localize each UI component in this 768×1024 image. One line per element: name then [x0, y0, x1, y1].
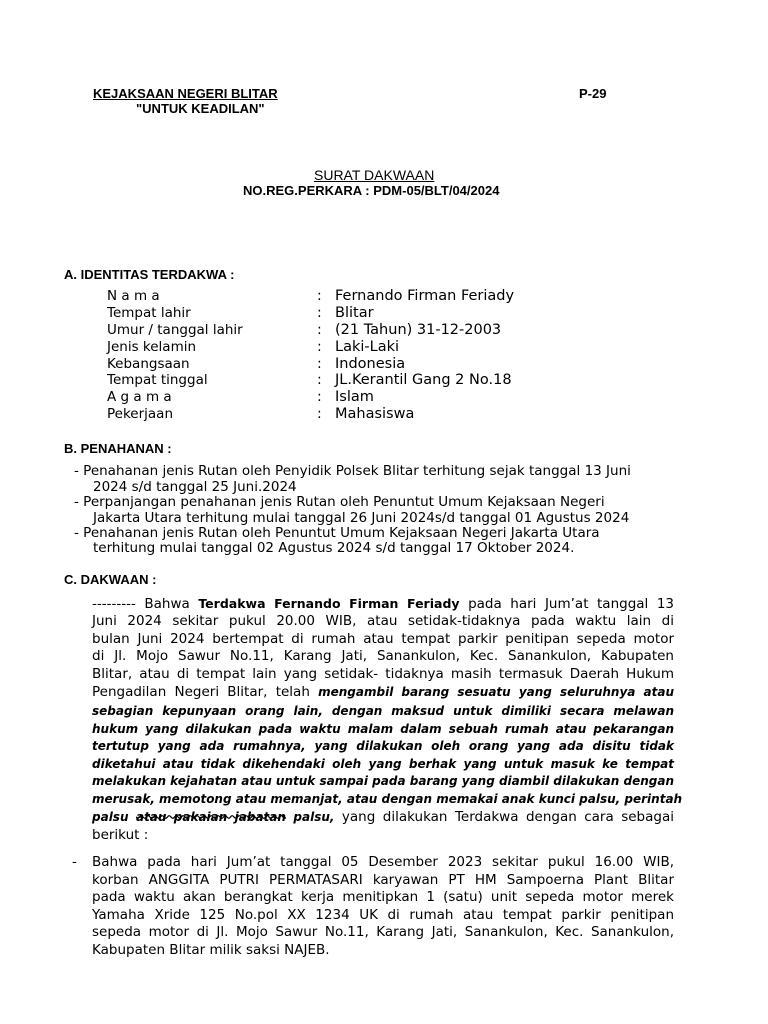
identity-colon: :: [317, 389, 322, 405]
incident-line: Bahwa pada hari Jum’at tanggal 05 Desember 2023 sekitar pukul 16.00 WIB,: [92, 854, 674, 870]
text-run: pada hari Jum’at tanggal 13: [468, 596, 674, 612]
indictment-line: berikut :: [92, 827, 149, 843]
text-run: Pengadilan Negeri Blitar, telah: [92, 684, 310, 700]
detention-line: Jakarta Utara terhitung mulai tanggal 26 Juni 2024s/d tanggal 01 Agustus 2024: [93, 510, 630, 526]
identity-label: Kebangsaan: [107, 356, 190, 372]
detention-line: 2024 s/d tanggal 25 Juni.2024: [93, 479, 297, 495]
indictment-line: [92, 596, 674, 612]
identity-label: Pekerjaan: [107, 406, 174, 422]
incident-line: korban ANGGITA PUTRI PERMATASARI karyawan PT HM Sampoerna Plant Blitar: [92, 872, 674, 888]
section-a-heading: A. IDENTITAS TERDAKWA :: [64, 267, 235, 282]
identity-colon: :: [317, 356, 322, 372]
defendant-name-bold: Terdakwa Fernando Firman Feriady: [198, 596, 460, 611]
section-c-heading: C. DAKWAAN :: [64, 572, 157, 587]
identity-colon: :: [317, 339, 322, 355]
identity-colon: :: [317, 406, 322, 422]
indictment-line: melakukan kejahatan atau untuk sampai pada barang yang diambil dilakukan dengan: [92, 774, 675, 788]
indictment-line: tertutup yang ada rumahnya, yang dilakukan oleh orang yang ada disitu tidak: [92, 739, 674, 753]
identity-value: Mahasiswa: [335, 406, 415, 422]
document-title: SURAT DAKWAAN: [314, 167, 435, 183]
case-registration-number: NO.REG.PERKARA : PDM-05/BLT/04/2024: [243, 183, 500, 198]
detention-line: terhitung mulai tanggal 02 Agustus 2024 s/d tanggal 17 Oktober 2024.: [93, 540, 575, 556]
incident-line: Kabupaten Blitar milik saksi NAJEB.: [92, 942, 330, 958]
charge-text-struck: atau pakaian jabatan: [135, 810, 286, 824]
identity-label: Jenis kelamin: [107, 339, 197, 355]
identity-value: Islam: [335, 389, 374, 405]
indictment-line: sebagian kepunyaan orang lain, dengan maksud untuk dimiliki secara melawan: [92, 704, 674, 718]
identity-value: JL.Kerantil Gang 2 No.18: [335, 372, 512, 388]
identity-label: Tempat tinggal: [107, 372, 208, 388]
incident-line: sepeda motor di Jl. Mojo Sawur No.11, Karang Jati, Sanankulon, Kec. Sanankulon,: [92, 924, 674, 940]
identity-value: Indonesia: [335, 356, 406, 372]
section-b-heading: B. PENAHANAN :: [64, 441, 172, 456]
indictment-line: Juni 2024 sekitar pukul 20.00 WIB, atau setidak-tidaknya pada waktu lain di: [92, 613, 674, 629]
indictment-line: Blitar, atau di tempat lain yang setidak- tidaknya masih termasuk Daerah Hukum: [92, 666, 674, 682]
charge-text-bold-italic: mengambil barang sesuatu yang seluruhnya atau: [318, 685, 674, 699]
charge-text-bold-italic: palsu: [92, 810, 129, 824]
text-run: --------- Bahwa: [92, 596, 190, 612]
identity-colon: :: [317, 322, 322, 338]
identity-colon: :: [317, 372, 322, 388]
indictment-line: hukum yang dilakukan pada waktu malam dalam sebuah rumah atau pekarangan: [92, 722, 674, 736]
indictment-line: [92, 684, 674, 700]
incident-line: Yamaha Xride 125 No.pol XX 1234 UK di rumah atau tempat parkir penitipan: [92, 907, 674, 923]
indictment-line: [92, 809, 674, 825]
identity-value: (21 Tahun) 31-12-2003: [335, 322, 502, 338]
office-name: KEJAKSAAN NEGERI BLITAR: [93, 86, 278, 101]
identity-value: Fernando Firman Feriady: [335, 288, 515, 304]
indictment-line: bulan Juni 2024 bertempat di rumah atau tempat parkir penitipan sepeda motor: [92, 631, 674, 647]
identity-colon: :: [317, 288, 322, 304]
identity-label: A g a m a: [107, 389, 172, 405]
indictment-line: diketahui atau tidak dikehendaki oleh yang berhak yang untuk masuk ke tempat: [92, 757, 674, 771]
form-code: P-29: [579, 86, 607, 101]
identity-label: N a m a: [107, 288, 160, 304]
detention-line: - Penahanan jenis Rutan oleh Penuntut Umum Kejaksaan Negeri Jakarta Utara: [74, 525, 600, 541]
text-run: yang dilakukan Terdakwa dengan cara sebagai: [341, 809, 674, 825]
indictment-line: merusak, memotong atau memanjat, atau dengan memakai anak kunci palsu, perintah: [92, 792, 683, 806]
identity-value: Laki-Laki: [335, 339, 400, 355]
identity-label: Umur / tanggal lahir: [107, 322, 243, 338]
incident-line: pada waktu akan berangkat kerja menitipkan 1 (satu) unit sepeda motor merek: [92, 889, 674, 905]
detention-line: - Penahanan jenis Rutan oleh Penyidik Polsek Blitar terhitung sejak tanggal 13 Juni: [74, 463, 631, 479]
charge-text-bold-italic: palsu,: [293, 810, 335, 824]
identity-value: Blitar: [335, 305, 374, 321]
detention-line: - Perpanjangan penahanan jenis Rutan oleh Penuntut Umum Kejaksaan Negeri: [74, 494, 605, 510]
office-motto: "UNTUK KEADILAN": [136, 101, 265, 116]
indictment-line: di Jl. Mojo Sawur No.11, Karang Jati, Sanankulon, Kec. Sanankulon, Kabupaten: [92, 648, 674, 664]
identity-label: Tempat lahir: [107, 305, 191, 321]
identity-colon: :: [317, 305, 322, 321]
bullet-dash: -: [72, 854, 77, 870]
